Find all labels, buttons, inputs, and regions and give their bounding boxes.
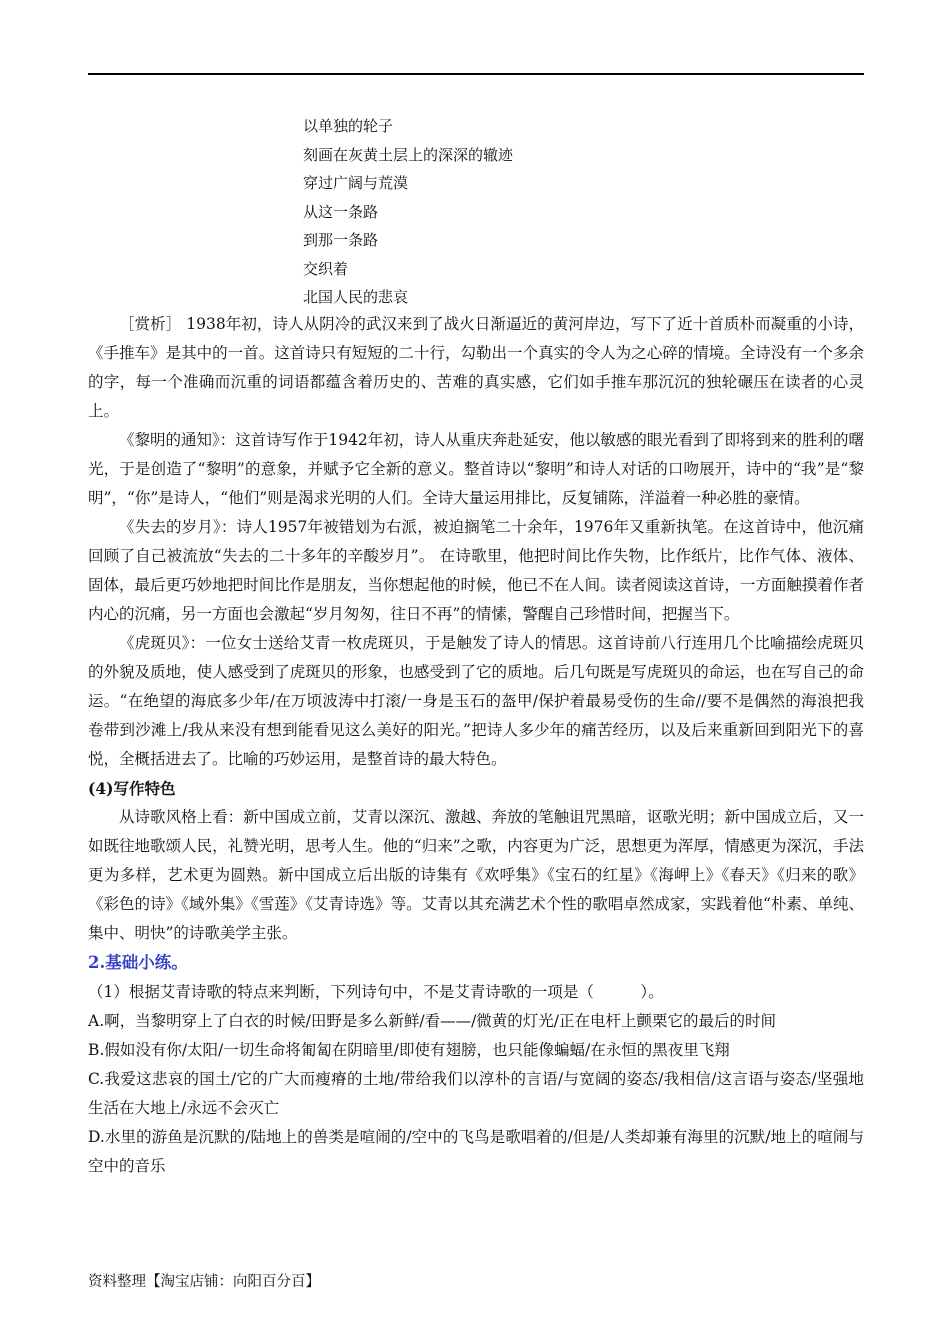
analysis-paragraph: 《黎明的通知》：这首诗写作于1942年初，诗人从重庆奔赴延安，他以敏感的眼光看到了即将到来的胜利的曙光，于是创造了“黎明”的意象，并赋予它全新的意义。整首诗以“黎明”和诗人对话的口吻展开，诗中的“我”是“黎明”，“你”是诗人，“他们”则是渴求光明的人们。全诗大量运用排比，反复铺陈，洋溢着一种必胜的豪情。 — [88, 431, 864, 507]
analysis-paragraph: 《失去的岁月》：诗人1957年被错划为右派，被迫搁笔二十余年，1976年又重新执笔。在这首诗中，他沉痛回顾了自己被流放“失去的二十多年的辛酸岁月”。 在诗歌里，他把时间比作失物，比作纸片，比作气体、液体、固体，最后更巧妙地把时间比作是朋友，当你想起他的时候，他已不在人间。读者阅读这首诗，一方面触摸着作者内心的沉痛，另一方面也会激起“岁月匆匆，往日不再”的情愫，警醒自己珍惜时间，把握当下。 — [88, 518, 864, 623]
section-heading: (4)写作特色 — [88, 779, 176, 798]
poem-line: 以单独的轮子 — [303, 117, 394, 135]
option-c: C.我爱这悲哀的国土/它的广大而瘦瘠的土地/带给我们以淳朴的言语/与宽阔的姿态/我相信/这言语与姿态/坚强地生活在大地上/永远不会灭亡 — [88, 1070, 864, 1117]
header-rule — [88, 73, 864, 75]
poem-excerpt — [303, 112, 513, 312]
poem-line: 刻画在灰黄土层上的深深的辙迹 — [303, 145, 514, 164]
writing-paragraph: 从诗歌风格上看：新中国成立前，艾青以深沉、激越、奔放的笔触诅咒黑暗，讴歌光明；新中国成立后，又一如既往地歌颂人民，礼赞光明，思考人生。他的“归来”之歌，内容更为广泛，思想更为浑厚，情感更为深沉，手法更为多样，艺术更为圆熟。新中国成立后出版的诗集有《欢呼集》《宝石的红星》《海岬上》《春天》《归来的歌》《彩色的诗》《域外集》《雪莲》《艾青诗选》等。艾青以其充满艺术个性的歌唱卓然成家，实践着他“朴素、单纯、集中、明快”的诗歌美学主张。 — [88, 808, 864, 942]
analysis-paragraph: ［赏析］ 1938年初，诗人从阴冷的武汉来到了战火日渐逼近的黄河岸边，写下了近十首质朴而凝重的小诗，《手推车》是其中的一首。这首诗只有短短的二十行，勾勒出一个真实的令人为之心碎的情境。全诗没有一个多余的字，每一个准确而沉重的词语都蕴含着历史的、苦难的真实感，它们如手推车那沉沉的独轮碾压在读者的心灵上。 — [88, 315, 864, 420]
poem-line: 北国人民的悲哀 — [303, 288, 409, 306]
footer-source: 资料整理【淘宝店铺：向阳百分百】 — [88, 1274, 320, 1290]
poem-line: 从这一条路 — [303, 202, 379, 221]
option-b: B.假如没有你/太阳/一切生命将匍匐在阴暗里/即使有翅膀，也只能像蝙蝠/在永恒的黑夜里飞翔 — [88, 1041, 730, 1059]
document-body — [88, 310, 864, 1181]
poem-line: 到那一条路 — [303, 231, 379, 249]
option-d: D.水里的游鱼是沉默的/陆地上的兽类是喧闹的/空中的飞鸟是歌唱着的/但是/人类却兼有海里的沉默/地上的喧闹与空中的音乐 — [88, 1128, 864, 1175]
option-a: A.啊，当黎明穿上了白衣的时候/田野是多么新鲜/看——/微黄的灯光/正在电杆上颤栗它的最后的时间 — [88, 1012, 777, 1030]
analysis-paragraph: 《虎斑贝》：一位女士送给艾青一枚虎斑贝，于是触发了诗人的情思。这首诗前八行连用几个比喻描绘虎斑贝的外貌及质地，使人感受到了虎斑贝的形象，也感受到了它的质地。后几句既是写虎斑贝的命运，也在写自己的命运。“在绝望的海底多少年/在万顷波涛中打滚/一身是玉石的盔甲/保护着最易受伤的生命//要不是偶然的海浪把我卷带到沙滩上/我从来没有想到能看见这么美好的阳光。”把诗人多少年的痛苦经历，以及后来重新回到阳光下的喜悦，全概括进去了。比喻的巧妙运用，是整首诗的最大特色。 — [88, 634, 864, 768]
exercise-heading: 2.基础小练。 — [88, 953, 188, 972]
question-text: （1）根据艾青诗歌的特点来判断，下列诗句中，不是艾青诗歌的一项是（ ）。 — [88, 983, 664, 1001]
poem-line: 交织着 — [303, 259, 349, 278]
poem-line: 穿过广阔与荒漠 — [303, 174, 409, 192]
